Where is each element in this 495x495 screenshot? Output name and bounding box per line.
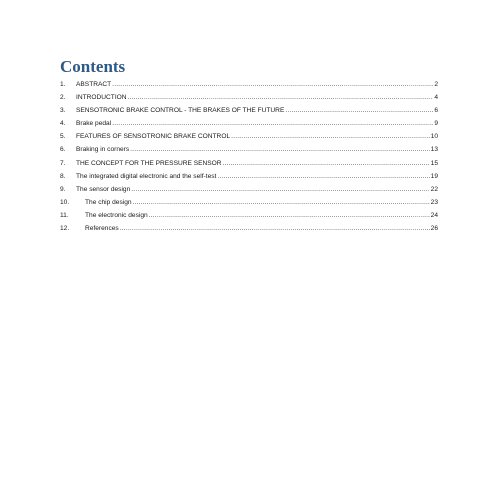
toc-entry-braking-in-corners[interactable]: [60, 143, 438, 156]
toc-entry-title[interactable]: SENSOTRONIC BRAKE CONTROL - THE BRAKES OF THE FUTURE: [76, 107, 285, 115]
toc-entry-page[interactable]: 15: [430, 159, 438, 167]
table-of-contents: [60, 78, 438, 235]
toc-entry-page[interactable]: 2: [434, 81, 438, 88]
toc-entry-title[interactable]: THE CONCEPT FOR THE PRESSURE SENSOR: [76, 159, 222, 167]
toc-entry-number: 8.: [60, 172, 66, 180]
toc-entry-pressure-sensor-concept[interactable]: [60, 157, 438, 170]
toc-entry-integrated-electronic[interactable]: [60, 170, 438, 183]
toc-entry-number: 12.: [60, 225, 70, 233]
toc-entry-sensotronic-brake-control[interactable]: [60, 104, 438, 117]
toc-entry-number: 2.: [60, 94, 66, 102]
toc-entry-title[interactable]: Braking in corners: [76, 146, 130, 154]
toc-dot-leader: [285, 104, 433, 117]
toc-dot-leader: [130, 143, 430, 156]
toc-entry-title[interactable]: The integrated digital electronic and the self-test: [76, 172, 217, 180]
toc-entry-title[interactable]: References: [85, 225, 119, 233]
toc-dot-leader: [128, 91, 433, 104]
toc-dot-leader: [120, 222, 430, 235]
toc-entry-page[interactable]: 19: [430, 172, 438, 180]
toc-entry-chip-design[interactable]: [60, 196, 438, 209]
toc-entry-page[interactable]: 9: [434, 120, 438, 128]
toc-entry-title[interactable]: INTRODUCTION: [76, 94, 127, 102]
toc-dot-leader: [131, 183, 429, 196]
toc-entry-page[interactable]: 24: [430, 211, 438, 219]
toc-entry-title[interactable]: The electronic design: [85, 211, 148, 219]
toc-entry-page[interactable]: 26: [430, 225, 438, 233]
toc-entry-page[interactable]: 6: [434, 107, 438, 115]
toc-entry-page[interactable]: 22: [430, 185, 438, 193]
toc-entry-sensor-design[interactable]: [60, 183, 438, 196]
toc-entry-title[interactable]: FEATURES OF SENSOTRONIC BRAKE CONTROL: [76, 133, 231, 141]
toc-entry-number: 6.: [60, 146, 66, 154]
toc-entry-page[interactable]: 23: [430, 198, 438, 206]
toc-dot-leader: [149, 209, 430, 222]
page-title: Contents: [60, 57, 126, 76]
toc-dot-leader: [112, 117, 433, 130]
toc-entry-page[interactable]: 4: [434, 94, 438, 102]
toc-dot-leader: [217, 170, 429, 183]
toc-dot-leader: [223, 157, 430, 170]
toc-entry-number: 11.: [60, 211, 69, 219]
toc-dot-leader: [112, 78, 433, 91]
toc-entry-features[interactable]: [60, 130, 438, 143]
toc-entry-number: 1.: [60, 81, 66, 88]
toc-entry-number: 10.: [60, 198, 70, 206]
toc-entry-page[interactable]: 10: [430, 133, 438, 141]
toc-entry-title[interactable]: The chip design: [85, 198, 132, 206]
toc-entry-number: 4.: [60, 120, 66, 128]
toc-dot-leader: [133, 196, 430, 209]
toc-entry-number: 7.: [60, 159, 66, 167]
toc-entry-title[interactable]: Brake pedal: [76, 120, 112, 128]
toc-entry-introduction[interactable]: [60, 91, 438, 104]
toc-entry-title[interactable]: The sensor design: [76, 185, 131, 193]
toc-entry-number: 9.: [60, 185, 66, 193]
toc-entry-abstract[interactable]: [60, 78, 438, 91]
toc-entry-title[interactable]: ABSTRACT: [76, 81, 112, 88]
toc-entry-number: 5.: [60, 133, 66, 141]
toc-entry-electronic-design[interactable]: [60, 209, 438, 222]
toc-dot-leader: [231, 130, 430, 143]
toc-entry-references[interactable]: [60, 222, 438, 235]
toc-entry-page[interactable]: 13: [430, 146, 438, 154]
toc-entry-number: 3.: [60, 107, 66, 115]
toc-entry-brake-pedal[interactable]: [60, 117, 438, 130]
